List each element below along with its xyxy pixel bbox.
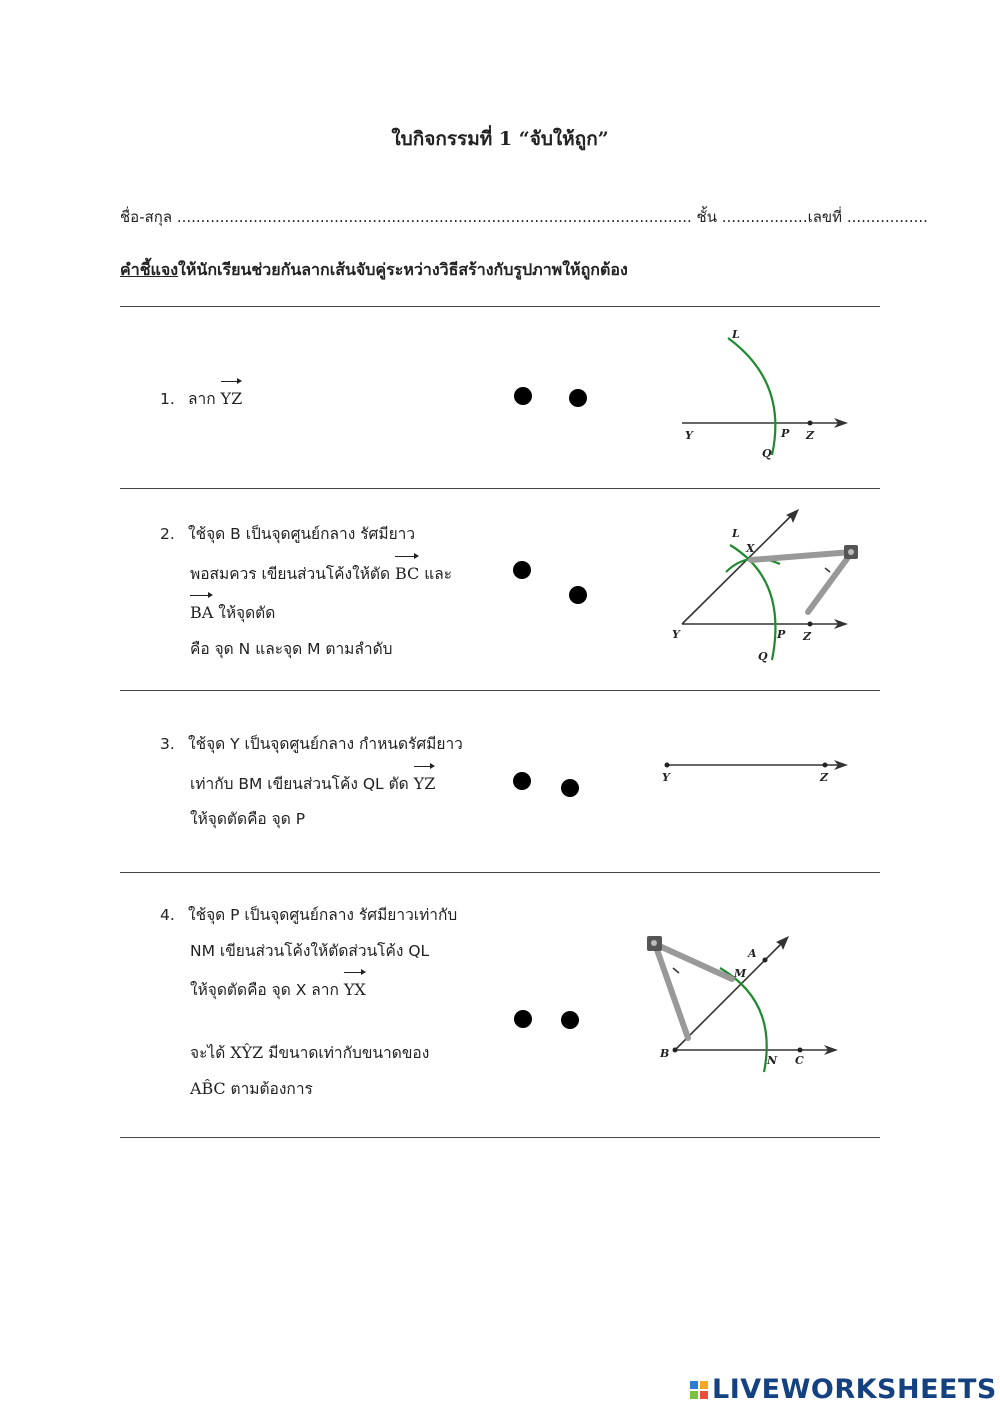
figure-3-segment-yz [655,750,855,790]
point-z [808,421,813,426]
number-blank: ................. [846,208,928,226]
figure-2-angle-construction [660,500,870,670]
label-q: Q [762,447,772,460]
label-a: A [748,947,757,960]
divider [120,1137,880,1138]
label-b: B [660,1047,670,1060]
item-4-text: 4. ใช้จุด P เป็นจุดศูนย์กลาง รัศมียาวเท่ากับ NM เขียนส่วนโค้งให้ตัดส่วนโค้ง QL ให้จุดตัดคือ จุด X ลาก YX จะได้ XŶZ มีขนาดเท่ากับขนาดของ AB̂C ตามต้องการ [160,898,457,1108]
student-info-line [120,205,928,229]
point-z [823,763,828,768]
liveworksheets-logo-icon [690,1381,708,1399]
item-1-text: 1. ลาก YZ [160,378,242,418]
worksheet-title: ใบกิจกรรมที่ 1 “จับให้ถูก” [391,128,609,150]
name-label: ชื่อ-สกุล [120,208,173,226]
divider [120,690,880,691]
item-3-text: 3. ใช้จุด Y เป็นจุดศูนย์กลาง กำหนดรัศมียาว เท่ากับ BM เขียนส่วนโค้ง QL ตัด YZ ให้จุดตัดคือ จุด P [160,727,463,838]
label-q: Q [758,650,768,663]
label-y: Y [672,628,680,641]
point-z [808,622,813,627]
label-z: Z [806,429,815,442]
match-dot-left-2[interactable] [513,561,531,579]
label-z: Z [820,771,829,784]
label-m: M [734,967,747,980]
divider [120,488,880,489]
match-dot-left-3[interactable] [513,772,531,790]
compass-icon [647,936,732,1038]
item-number: 3. [160,735,175,753]
liveworksheets-brand [690,1374,997,1405]
match-dot-right-4[interactable] [561,1011,579,1029]
point-y [665,763,670,768]
item-number: 1. [160,390,175,408]
number-label: เลขที่ [807,208,843,226]
label-y: Y [662,771,670,784]
divider [120,306,880,307]
label-n: N [767,1054,778,1067]
vector-yx: YX [344,969,366,1008]
point-c [798,1048,803,1053]
match-dot-left-1[interactable] [514,387,532,405]
arc-ql [728,338,775,455]
label-p: P [781,427,790,440]
name-blank: ............................................................................................................ [176,208,692,226]
point-a [763,958,768,963]
item-number: 2. [160,525,175,543]
label-l: L [732,527,740,540]
label-c: C [795,1054,804,1067]
class-label: ชั้น [696,208,717,226]
angle-xyz: XŶZ [230,1042,264,1062]
arrowhead-icon [786,509,799,523]
label-x: X [746,542,755,555]
item-2-text: 2. ใช้จุด B เป็นจุดศูนย์กลาง รัศมียาว พอสมควร เขียนส่วนโค้งให้ตัด BC และ BA ให้จุดตัด คือ จุด N และจุด M ตามลำดับ [160,517,452,667]
label-l: L [732,328,740,341]
vector-bc: BC [395,553,419,592]
arc-mn [720,968,767,1072]
label-y: Y [685,429,693,442]
match-dot-right-3[interactable] [561,779,579,797]
instructions [120,258,628,283]
label-p: P [777,628,786,641]
item-number: 4. [160,906,175,924]
instructions-label: คำชี้แจง [120,260,179,279]
brand-text: LIVEWORKSHEETS [712,1374,997,1405]
match-dot-right-1[interactable] [569,389,587,407]
class-blank: .................. [721,208,808,226]
vector-ba: BA [190,592,213,631]
point-b [673,1048,678,1053]
angle-abc: AB̂C [190,1079,226,1098]
compass-icon [751,545,858,612]
vector-yz: YZ [221,378,243,417]
match-dot-left-4[interactable] [514,1010,532,1028]
match-dot-right-2[interactable] [569,586,587,604]
vector-yz: YZ [414,763,436,802]
figure-4-angle-abc [640,930,850,1080]
divider [120,872,880,873]
instructions-text: ให้นักเรียนช่วยกันลากเส้นจับคู่ระหว่างวิธีสร้างกับรูปภาพให้ถูกต้อง [178,260,628,279]
label-z: Z [803,630,812,643]
figure-1-ray-yz [660,320,860,470]
